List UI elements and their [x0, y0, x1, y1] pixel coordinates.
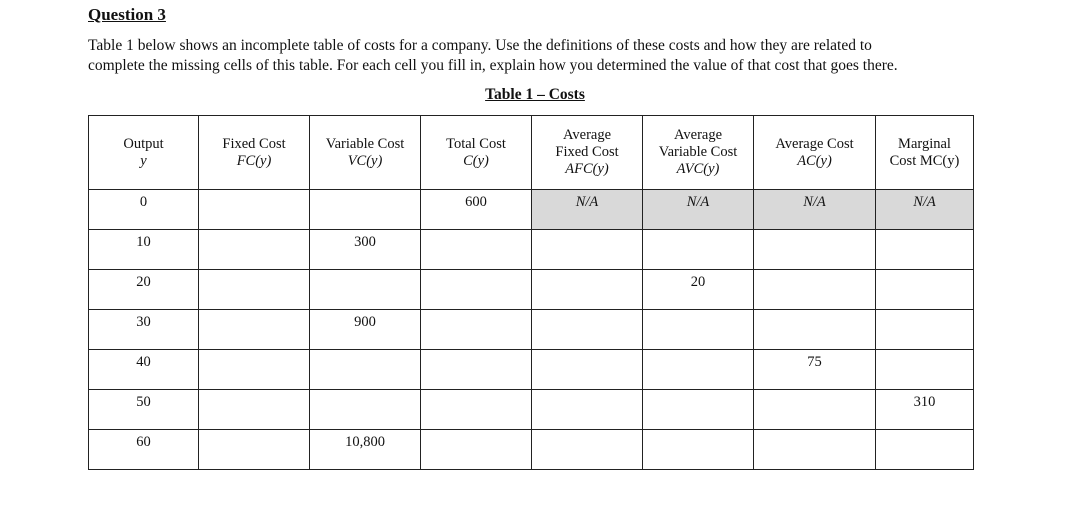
table-cell	[754, 310, 876, 350]
header-label: Fixed Cost	[222, 135, 286, 152]
cell-text: N/A	[575, 194, 599, 210]
table-cell	[643, 230, 754, 270]
table-row	[89, 430, 974, 470]
table-cell	[643, 350, 754, 390]
table-cell	[643, 430, 754, 470]
table-cell	[199, 310, 310, 350]
table-cell	[876, 230, 974, 270]
table-cell	[421, 230, 532, 270]
table-row	[89, 230, 974, 270]
table-cell	[199, 430, 310, 470]
cell-text: 10,800	[345, 434, 385, 450]
question-heading: Question 3	[88, 5, 166, 24]
table-cell	[876, 430, 974, 470]
header-label: Average	[562, 127, 612, 143]
table-row	[89, 350, 974, 390]
table-cell	[754, 390, 876, 430]
table-cell	[89, 310, 199, 350]
header-symbol: AVC(y)	[676, 161, 720, 177]
cell-text: 600	[465, 194, 487, 210]
table-cell	[310, 270, 421, 310]
table-cell	[643, 390, 754, 430]
table-cell	[89, 230, 199, 270]
header-label: Total Cost	[446, 135, 506, 152]
table-cell	[310, 310, 421, 350]
cell-text: 20	[136, 274, 151, 290]
instructions	[88, 36, 988, 76]
table-cell	[199, 230, 310, 270]
header-label: Average Cost	[775, 135, 854, 152]
table-cell	[876, 270, 974, 310]
table-caption: Table 1 – Costs	[485, 86, 585, 103]
table-cell	[89, 350, 199, 390]
table-cell	[421, 190, 532, 230]
header-total-cost	[421, 116, 532, 190]
table-cell	[532, 350, 643, 390]
cell-text: 900	[354, 314, 376, 330]
table-cell	[421, 270, 532, 310]
table-cell	[754, 230, 876, 270]
table-cell	[199, 390, 310, 430]
cell-text: N/A	[686, 194, 710, 210]
table-caption-wrap	[0, 86, 1070, 104]
table-cell	[89, 270, 199, 310]
header-variable-cost	[310, 116, 421, 190]
table-cell	[421, 310, 532, 350]
table-cell	[532, 430, 643, 470]
header-output	[89, 116, 199, 190]
table-cell	[876, 390, 974, 430]
table-cell-na	[532, 190, 643, 230]
cell-text: 30	[136, 314, 151, 330]
table-row	[89, 310, 974, 350]
table-cell	[532, 230, 643, 270]
header-symbol: y	[140, 152, 147, 169]
table-cell	[199, 350, 310, 390]
table-cell	[310, 350, 421, 390]
table-cell	[310, 230, 421, 270]
table-cell	[876, 350, 974, 390]
table-cell	[310, 390, 421, 430]
cell-text: 75	[807, 354, 822, 370]
header-label: Marginal	[898, 135, 951, 152]
table-cell-na	[643, 190, 754, 230]
header-label: Output	[123, 135, 164, 152]
table-cell	[89, 190, 199, 230]
table-cell	[310, 190, 421, 230]
header-label: Variable Cost	[325, 135, 405, 152]
table-cell-na	[754, 190, 876, 230]
cell-text: 0	[139, 194, 148, 210]
header-symbol: AC(y)	[797, 152, 832, 169]
table-cell-na	[876, 190, 974, 230]
header-row	[89, 116, 974, 190]
header-marginal-cost	[876, 116, 974, 190]
table-cell	[643, 270, 754, 310]
header-label-2: Fixed Cost	[555, 144, 619, 160]
cell-text: 60	[136, 434, 151, 450]
table-cell	[754, 430, 876, 470]
table-row	[89, 270, 974, 310]
table-cell	[532, 390, 643, 430]
header-symbol: VC(y)	[347, 152, 383, 169]
header-average-fixed-cost	[532, 116, 643, 190]
cell-text: 310	[913, 394, 936, 410]
cell-text: 300	[354, 234, 376, 250]
instructions-line-2: complete the missing cells of this table. For each cell you fill in, explain how you determined the value of that cost that goes there.	[88, 57, 898, 74]
header-average-variable-cost	[643, 116, 754, 190]
header-fixed-cost	[199, 116, 310, 190]
table-cell	[89, 430, 199, 470]
costs-table	[88, 115, 974, 470]
table-cell	[199, 190, 310, 230]
header-label: Average	[673, 127, 723, 143]
header-average-cost	[754, 116, 876, 190]
cell-text: 10	[136, 234, 151, 250]
header-label-2: Variable Cost	[658, 144, 738, 160]
table-cell	[876, 310, 974, 350]
cell-text: N/A	[913, 194, 936, 210]
header-symbol: AFC(y)	[565, 161, 609, 177]
table-cell	[754, 270, 876, 310]
table-cell	[421, 390, 532, 430]
table-cell	[754, 350, 876, 390]
table-row	[89, 190, 974, 230]
table-cell	[421, 430, 532, 470]
table-cell	[199, 270, 310, 310]
cell-text: 40	[136, 354, 151, 370]
header-symbol: FC(y)	[236, 152, 272, 169]
header-label-2: Cost MC(y)	[889, 152, 960, 169]
table-cell	[532, 310, 643, 350]
table-cell	[421, 350, 532, 390]
table-cell	[532, 270, 643, 310]
cell-text: N/A	[803, 194, 826, 210]
table-cell	[89, 390, 199, 430]
table-cell	[643, 310, 754, 350]
instructions-line-1: Table 1 below shows an incomplete table of costs for a company. Use the definitions of these costs and how they are related to	[88, 37, 872, 54]
table-row	[89, 390, 974, 430]
cell-text: 20	[690, 274, 706, 290]
table-cell	[310, 430, 421, 470]
header-symbol: C(y)	[463, 152, 489, 169]
cell-text: 50	[136, 394, 151, 410]
